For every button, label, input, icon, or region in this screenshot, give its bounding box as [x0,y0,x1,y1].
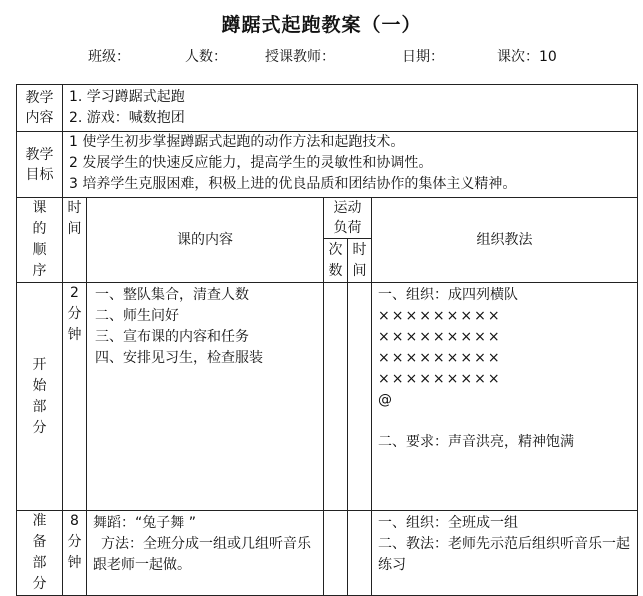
section-content [87,511,324,596]
section-time: 8分钟 [63,511,87,596]
date-label: 日期： [402,49,444,65]
load-time-cell [348,511,372,596]
section-name: 开始部分 [17,283,63,511]
section-method [372,283,638,511]
formation-row: ××××××××× [378,308,502,324]
section-name: 准备部分 [17,511,63,596]
content-item: 二、师生问好 [95,308,179,324]
content-item: 四、安排见习生，检查服装 [95,350,263,366]
formation-row: ××××××××× [378,371,502,387]
load-count-header: 次数 [324,239,348,283]
teaching-content-item: 1. 学习蹲踞式起跑 [69,89,185,105]
teacher-label: 授课教师： [265,49,335,65]
teaching-goals-cell [63,132,638,198]
class-label: 班级： [88,49,130,65]
goal-item: 3 培养学生克服困难，积极上进的优良品质和团结协作的集体主义精神。 [69,176,517,192]
formation-row: ××××××××× [378,350,502,366]
load-time-header: 时间 [348,239,372,283]
teaching-goals-label: 教学目标 [17,132,63,198]
header-row-1 [17,198,638,239]
time-header: 时间 [63,198,87,283]
method-teaching: 二、教法：老师先示范后组织听音乐一起练习 [378,536,630,573]
method-requirement: 二、要求：声音洪亮，精神饱满 [378,434,574,450]
teaching-content-label: 教学内容 [17,85,63,132]
content-item: 一、整队集合，清查人数 [95,287,249,303]
teacher-position-mark: @ [378,392,392,408]
formation-row: ××××××××× [378,329,502,345]
exercise-load-header: 运动负荷 [324,198,372,239]
lesson-number-label: 课次：10 [497,49,557,65]
page-title: 蹲踞式起跑教案（一） [221,14,422,36]
content-item: 三、宣布课的内容和任务 [95,329,249,345]
teaching-content-cell [63,85,638,132]
section-method [372,511,638,596]
load-count-cell [324,283,348,511]
teaching-goals-row [17,132,638,198]
lesson-order-header: 课的顺序 [17,198,63,283]
goal-item: 1 使学生初步掌握蹲踞式起跑的动作方法和起跑技术。 [69,134,405,150]
content-item: 舞蹈：“兔子舞 ” [93,515,196,531]
method-organization: 一、组织：全班成一组 [378,515,518,531]
student-count-label: 人数： [185,49,227,65]
method-organization: 一、组织：成四列横队 [378,287,518,303]
section-time: 2分钟 [63,283,87,511]
content-item: 方法：全班分成一组或几组听音乐跟老师一起做。 [93,536,311,573]
section-row [17,283,638,511]
load-time-cell [348,283,372,511]
load-count-cell [324,511,348,596]
section-content [87,283,324,511]
teaching-content-row [17,85,638,132]
lesson-plan-table [16,84,638,596]
teaching-content-item: 2. 游戏：喊数抱团 [69,110,185,126]
section-row [17,511,638,596]
lesson-content-header: 课的内容 [87,198,324,283]
goal-item: 2 发展学生的快速反应能力，提高学生的灵敏性和协调性。 [69,155,433,171]
organization-method-header: 组织教法 [372,198,638,283]
